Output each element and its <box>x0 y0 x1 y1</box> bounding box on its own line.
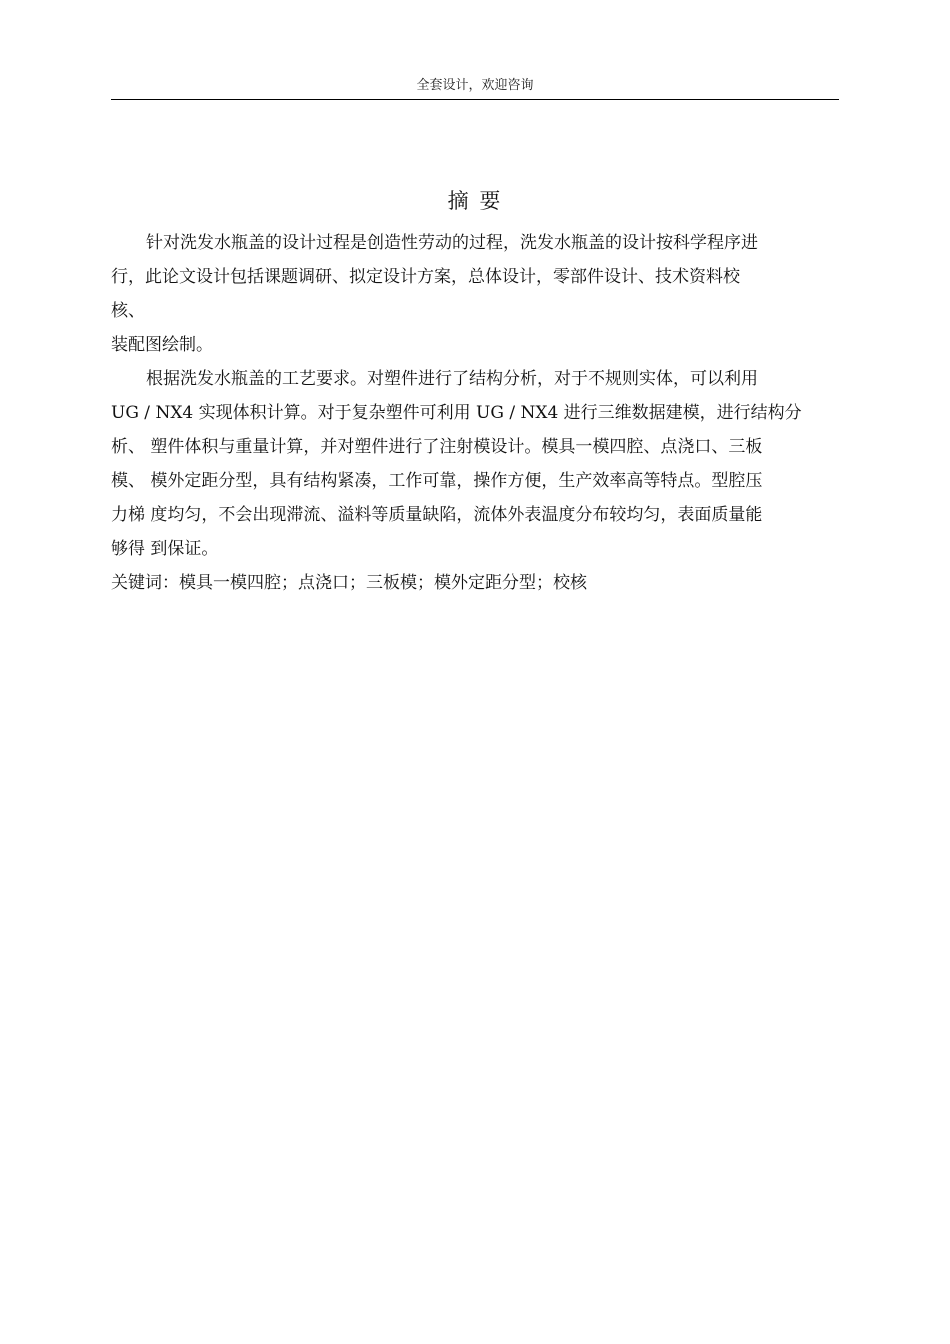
paragraph-1-line-3: 核、 <box>111 301 145 321</box>
paragraph-1-line-4: 装配图绘制。 <box>111 335 213 355</box>
header-text: 全套设计，欢迎咨询 <box>416 78 534 93</box>
page-header <box>111 76 839 100</box>
paragraph-1-line-1: 针对洗发水瓶盖的设计过程是创造性劳动的过程，洗发水瓶盖的设计按科学程序进 <box>146 233 758 253</box>
abstract-title: 摘 要 <box>447 189 503 213</box>
paragraph-2-line-3: 析、 塑件体积与重量计算，并对塑件进行了注射模设计。模具一模四腔、点浇口、三板 <box>111 437 763 457</box>
paragraph-2-line-4: 模、 模外定距分型，具有结构紧凑，工作可靠，操作方便，生产效率高等特点。型腔压 <box>111 471 763 491</box>
paragraph-2-line-5: 力梯 度均匀，不会出现滞流、溢料等质量缺陷，流体外表温度分布较均匀，表面质量能 <box>111 505 763 525</box>
paragraph-2-line-6: 够得 到保证。 <box>111 539 219 559</box>
paragraph-1-line-2: 行，此论文设计包括课题调研、拟定设计方案，总体设计，零部件设计、技术资料校 <box>111 267 740 287</box>
paragraph-2-line-1: 根据洗发水瓶盖的工艺要求。对塑件进行了结构分析，对于不规则实体，可以利用 <box>146 369 758 389</box>
abstract-body <box>111 226 841 600</box>
keywords: 关键词：模具一模四腔；点浇口；三板模；模外定距分型；校核 <box>111 573 587 593</box>
paragraph-2-line-2: UG / NX4 实现体积计算。对于复杂塑件可利用 UG / NX4 进行三维数据建模，进行结构分 <box>111 403 802 423</box>
